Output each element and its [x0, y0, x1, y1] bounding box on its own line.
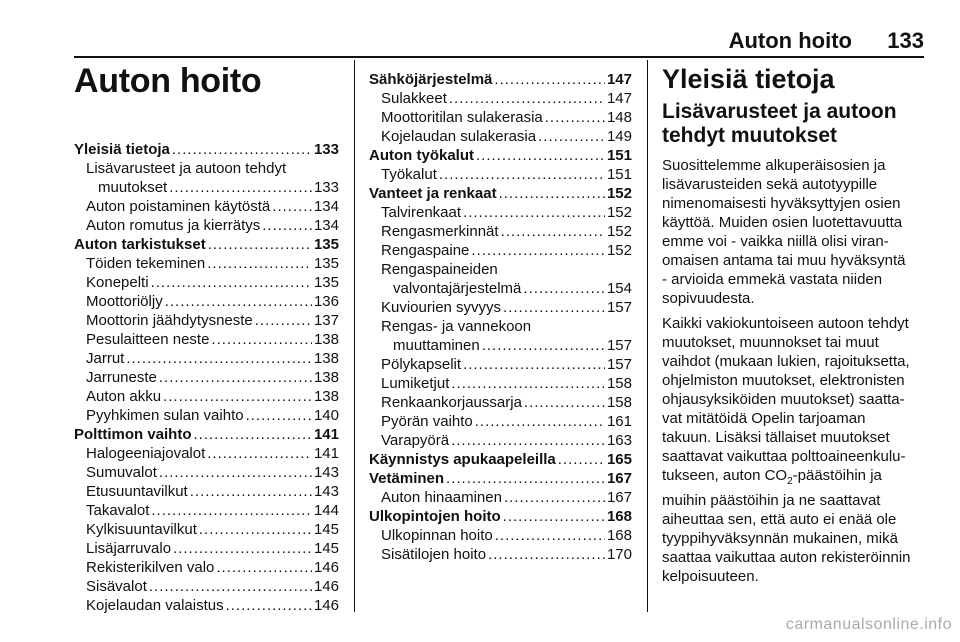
toc-entry[interactable]	[74, 406, 339, 425]
subsection-title-line-1: Lisävarusteet ja autoon	[662, 100, 897, 123]
toc-leader-dots	[172, 140, 312, 159]
toc-entry-page: 157	[606, 337, 632, 354]
toc-leader-dots	[163, 387, 312, 406]
toc-entry[interactable]	[74, 330, 339, 349]
toc-entry-page: 138	[313, 350, 339, 367]
toc-entry[interactable]	[369, 526, 632, 545]
toc-entry-page: 135	[313, 274, 339, 291]
toc-leader-dots	[446, 469, 605, 488]
toc-entry[interactable]	[74, 197, 339, 216]
toc-entry-title: Auton poistaminen käytöstä	[86, 198, 271, 215]
toc-entry-page: 158	[606, 394, 632, 411]
toc-entry[interactable]	[74, 577, 339, 596]
toc-entry[interactable]	[369, 336, 632, 355]
toc-entry[interactable]	[74, 539, 339, 558]
toc-leader-dots	[503, 298, 605, 317]
toc-entry-page: 146	[313, 578, 339, 595]
toc-chapter-entry[interactable]	[74, 425, 339, 444]
co2-suffix: -päästöihin ja	[792, 467, 882, 484]
toc-entry-title: Rengaspaine	[381, 242, 470, 259]
toc-entry[interactable]	[74, 596, 339, 615]
toc-entry[interactable]	[369, 165, 632, 184]
toc-leader-dots	[488, 545, 605, 564]
text-line: takuun. Lisäksi tällaiset muutokset	[662, 429, 890, 446]
toc-leader-dots	[482, 336, 605, 355]
toc-entry-page: 152	[606, 223, 632, 240]
toc-chapter-entry[interactable]	[369, 469, 632, 488]
toc-leader-dots	[463, 355, 605, 374]
toc-entry-page: 167	[606, 470, 632, 487]
toc-leader-dots	[151, 273, 312, 292]
toc-entry-page: 149	[606, 128, 632, 145]
toc-entry-title: Pyörän vaihto	[381, 413, 473, 430]
column-divider-2	[647, 60, 648, 612]
toc-entry-title: Halogeeniajovalot	[86, 445, 206, 462]
toc-entry[interactable]	[74, 292, 339, 311]
toc-chapter-entry[interactable]	[369, 450, 632, 469]
toc-leader-dots	[190, 482, 312, 501]
toc-entry-page: 161	[606, 413, 632, 430]
toc-leader-dots	[159, 368, 312, 387]
toc-entry-page: 133	[313, 141, 339, 158]
toc-chapter-entry[interactable]	[369, 184, 632, 203]
toc-entry-title: Jarrut	[86, 350, 125, 367]
toc-entry-page: 147	[606, 90, 632, 107]
toc-entry-title: Talvirenkaat	[381, 204, 462, 221]
toc-chapter-entry[interactable]	[74, 140, 339, 159]
page-number: 133	[887, 28, 924, 53]
toc-entry-page: 143	[313, 483, 339, 500]
toc-chapter-entry[interactable]	[369, 70, 632, 89]
toc-entry-page: 158	[606, 375, 632, 392]
toc-entry-page: 137	[313, 312, 339, 329]
toc-entry-title: Vetäminen	[369, 470, 445, 487]
toc-leader-dots	[476, 146, 605, 165]
toc-leader-dots	[523, 279, 605, 298]
toc-entry-text: Rengas- ja vannekoon	[381, 318, 532, 335]
toc-leader-dots	[545, 108, 605, 127]
toc-entry-title: Auton tarkistukset	[74, 236, 206, 253]
toc-entry-title: Sisävalot	[86, 578, 147, 595]
toc-entry-page: 157	[606, 356, 632, 373]
toc-entry[interactable]	[369, 412, 632, 431]
toc-entry[interactable]	[74, 558, 339, 577]
toc-entry-page: 133	[313, 179, 339, 196]
toc-leader-dots	[246, 406, 312, 425]
text-line: sopivuudesta.	[662, 290, 755, 307]
toc-entry[interactable]	[369, 298, 632, 317]
toc-entry[interactable]	[369, 279, 632, 298]
toc-entry-page: 163	[606, 432, 632, 449]
text-line: omaisen antama tai muu hyväksyntä	[662, 252, 906, 269]
toc-entry-title: Kojelaudan sulakerasia	[381, 128, 537, 145]
toc-entry[interactable]	[369, 222, 632, 241]
toc-chapter-entry[interactable]	[369, 507, 632, 526]
toc-entry[interactable]	[369, 108, 632, 127]
toc-entry-page: 146	[313, 559, 339, 576]
toc-entry[interactable]	[369, 431, 632, 450]
co2-subscript: 2	[787, 476, 793, 487]
toc-leader-dots	[503, 507, 605, 526]
toc-leader-dots	[126, 349, 312, 368]
toc-entry-title: Moottoritilan sulakerasia	[381, 109, 543, 126]
toc-leader-dots	[255, 311, 312, 330]
toc-chapter-entry[interactable]	[369, 146, 632, 165]
toc-entry[interactable]	[74, 349, 339, 368]
toc-leader-dots	[208, 235, 312, 254]
toc-column-1	[74, 140, 339, 615]
toc-leader-dots	[501, 222, 605, 241]
toc-leader-dots	[504, 488, 605, 507]
toc-entry-page: 138	[313, 331, 339, 348]
text-line-co2	[662, 467, 882, 487]
toc-entry-title: Konepelti	[86, 274, 149, 291]
toc-entry-page: 141	[313, 445, 339, 462]
toc-leader-dots	[262, 216, 312, 235]
toc-entry[interactable]	[369, 374, 632, 393]
toc-entry-page: 135	[313, 236, 339, 253]
toc-leader-dots	[439, 165, 605, 184]
toc-entry-page: 157	[606, 299, 632, 316]
toc-entry-title: Moottorin jäähdytysneste	[86, 312, 253, 329]
toc-entry-title: Ulkopintojen hoito	[369, 508, 501, 525]
toc-leader-dots	[226, 596, 312, 615]
toc-entry-page: 145	[313, 540, 339, 557]
toc-entry[interactable]	[74, 311, 339, 330]
paragraph-modifications	[662, 314, 928, 586]
toc-leader-dots	[499, 184, 605, 203]
toc-leader-dots	[272, 197, 312, 216]
toc-entry-title: Polttimon vaihto	[74, 426, 192, 443]
toc-entry-page: 152	[606, 185, 632, 202]
toc-entry-page: 141	[313, 426, 339, 443]
text-line: kelpoisuuteen.	[662, 568, 759, 585]
toc-entry-title: valvontajärjestelmä	[393, 280, 522, 297]
toc-entry-title: Rengasmerkinnät	[381, 223, 499, 240]
toc-entry-page: 140	[313, 407, 339, 424]
toc-entry[interactable]	[369, 241, 632, 260]
toc-entry-title: Lumiketjut	[381, 375, 450, 392]
text-line: käyttöä. Muiden osien luotettavuutta	[662, 214, 903, 231]
co2-prefix: tukseen, auton CO	[662, 467, 788, 484]
toc-entry-page: 167	[606, 489, 632, 506]
toc-entry-title: Kylkisuuntavilkut	[86, 521, 197, 538]
column-divider-1	[354, 60, 355, 612]
toc-entry-title: Etusuuntavilkut	[86, 483, 188, 500]
toc-entry-page: 151	[606, 166, 632, 183]
page-header	[0, 0, 960, 62]
toc-column-2	[369, 70, 632, 564]
text-line: aiheuttaa sen, että auto ei enää ole	[662, 511, 897, 528]
text-line: saattaa vaikuttaa auton rekisteröinnin	[662, 549, 911, 566]
toc-entry-title: muutokset	[98, 179, 168, 196]
toc-entry-title: Sumuvalot	[86, 464, 157, 481]
toc-entry-title: Pesulaitteen neste	[86, 331, 210, 348]
toc-leader-dots	[538, 127, 605, 146]
toc-entry[interactable]	[74, 273, 339, 292]
toc-entry-title: Kuviourien syvyys	[381, 299, 502, 316]
section-title: Yleisiä tietoja	[662, 64, 835, 94]
toc-entry-title: Takavalot	[86, 502, 150, 519]
text-line: ohjausyksiköiden muutokset) saatta-	[662, 391, 905, 408]
toc-entry[interactable]	[74, 520, 339, 539]
toc-leader-dots	[451, 431, 605, 450]
header-rule	[74, 56, 924, 58]
toc-entry[interactable]	[74, 482, 339, 501]
toc-entry[interactable]	[74, 368, 339, 387]
toc-entry[interactable]	[74, 254, 339, 273]
text-line: Kaikki vakiokuntoiseen autoon tehdyt	[662, 315, 909, 332]
toc-entry[interactable]	[74, 178, 339, 197]
toc-leader-dots	[451, 374, 605, 393]
toc-chapter-entry[interactable]	[74, 235, 339, 254]
toc-entry[interactable]	[369, 127, 632, 146]
toc-entry-title: Auton hinaaminen	[381, 489, 502, 506]
toc-entry[interactable]	[369, 545, 632, 564]
text-line: Suosittelemme alkuperäisosien ja	[662, 157, 886, 174]
running-title: Auton hoito	[728, 28, 852, 53]
toc-entry-page: 151	[606, 147, 632, 164]
toc-leader-dots	[216, 558, 312, 577]
toc-entry-title: Auton akku	[86, 388, 162, 405]
toc-entry-title: Sähköjärjestelmä	[369, 71, 493, 88]
toc-entry-title: Sisätilojen hoito	[381, 546, 487, 563]
text-line: vaihdot (mukaan lukien, rajoituksetta,	[662, 353, 910, 370]
text-line: emme voi - vaikka niillä olisi viran-	[662, 233, 889, 250]
text-line: - arvioida emmekä vastata niiden	[662, 271, 883, 288]
toc-entry[interactable]	[74, 387, 339, 406]
toc-entry[interactable]	[74, 463, 339, 482]
toc-entry-page: 148	[606, 109, 632, 126]
toc-entry-title: Vanteet ja renkaat	[369, 185, 497, 202]
toc-entry-text: Rengaspaineiden	[381, 261, 498, 278]
toc-entry-title: Auton työkalut	[369, 147, 474, 164]
toc-leader-dots	[194, 425, 312, 444]
toc-entry-title: Rekisterikilven valo	[86, 559, 215, 576]
toc-entry-title: Ulkopinnan hoito	[381, 527, 493, 544]
toc-entry-title: Moottoriöljy	[86, 293, 163, 310]
toc-entry-page: 145	[313, 521, 339, 538]
toc-leader-dots	[173, 539, 312, 558]
toc-entry-title: Varapyörä	[381, 432, 450, 449]
toc-entry-page: 134	[313, 217, 339, 234]
toc-leader-dots	[463, 203, 605, 222]
toc-entry-page: 170	[606, 546, 632, 563]
subsection-title	[662, 100, 928, 148]
toc-entry-page: 152	[606, 242, 632, 259]
toc-entry-title: Pölykapselit	[381, 356, 462, 373]
toc-entry-page: 168	[606, 527, 632, 544]
toc-entry[interactable]	[369, 355, 632, 374]
toc-entry-title: Käynnistys apukaapeleilla	[369, 451, 556, 468]
toc-entry[interactable]	[369, 89, 632, 108]
toc-leader-dots	[169, 178, 312, 197]
text-line: lisävarusteiden sekä autotyypille	[662, 176, 878, 193]
toc-leader-dots	[207, 254, 312, 273]
toc-leader-dots	[159, 463, 312, 482]
toc-entry-title: Työkalut	[381, 166, 437, 183]
toc-entry-title: Jarruneste	[86, 369, 157, 386]
toc-entry-title: Lisäjarruvalo	[86, 540, 172, 557]
toc-entry[interactable]	[369, 488, 632, 507]
watermark: carmanualsonline.info	[785, 616, 952, 633]
toc-entry-text: Lisävarusteet ja autoon tehdyt	[86, 160, 287, 177]
toc-entry[interactable]	[74, 444, 339, 463]
toc-entry-title: Auton romutus ja kierrätys	[86, 217, 261, 234]
toc-entry-title: Töiden tekeminen	[86, 255, 206, 272]
toc-leader-dots	[475, 412, 605, 431]
toc-leader-dots	[149, 577, 312, 596]
text-line: ohjelmiston muutokset, elektronisten	[662, 372, 905, 389]
text-line: tyyppihyväksynnän mukainen, mikä	[662, 530, 898, 547]
toc-entry-page: 146	[313, 597, 339, 614]
toc-entry[interactable]	[74, 501, 339, 520]
section-content	[662, 62, 928, 592]
text-line: muutokset, muunnokset tai muut	[662, 334, 879, 351]
toc-entry-page: 152	[606, 204, 632, 221]
toc-leader-dots	[558, 450, 605, 469]
toc-leader-dots	[471, 241, 605, 260]
toc-entry-page: 144	[313, 502, 339, 519]
toc-entry[interactable]	[369, 203, 632, 222]
toc-entry[interactable]	[74, 216, 339, 235]
toc-entry-page: 136	[313, 293, 339, 310]
toc-entry-title: Pyyhkimen sulan vaihto	[86, 407, 244, 424]
text-line: nimenomaisesti hyväksyttyjen osien	[662, 195, 901, 212]
toc-leader-dots	[211, 330, 312, 349]
paragraph-original-parts	[662, 156, 928, 308]
toc-leader-dots	[165, 292, 312, 311]
toc-entry-page: 135	[313, 255, 339, 272]
toc-entry-page: 165	[606, 451, 632, 468]
toc-leader-dots	[449, 89, 605, 108]
toc-entry-page: 147	[606, 71, 632, 88]
toc-entry-title: Yleisiä tietoja	[74, 141, 170, 158]
toc-leader-dots	[524, 393, 605, 412]
toc-entry-title: Renkaankorjaussarja	[381, 394, 522, 411]
toc-leader-dots	[199, 520, 312, 539]
toc-entry-page: 154	[606, 280, 632, 297]
toc-entry-title: Sulakkeet	[381, 90, 447, 107]
toc-entry-page: 168	[606, 508, 632, 525]
subsection-title-line-2: tehdyt muutokset	[662, 124, 838, 147]
toc-entry[interactable]	[369, 393, 632, 412]
text-line: saattavat vaikuttaa polttoaineenkulu-	[662, 448, 906, 465]
toc-leader-dots	[151, 501, 312, 520]
toc-entry-title: muuttaminen	[393, 337, 480, 354]
text-line: vat mitätöidä Opelin tarjoaman	[662, 410, 866, 427]
toc-entry-page: 134	[313, 198, 339, 215]
chapter-title: Auton hoito	[74, 62, 262, 100]
toc-leader-dots	[495, 526, 605, 545]
toc-leader-dots	[207, 444, 312, 463]
toc-entry-page: 143	[313, 464, 339, 481]
text-line: muihin päästöihin ja ne saattavat	[662, 492, 881, 509]
toc-entry-page: 138	[313, 388, 339, 405]
toc-leader-dots	[494, 70, 605, 89]
toc-entry-title: Kojelaudan valaistus	[86, 597, 224, 614]
toc-entry-page: 138	[313, 369, 339, 386]
